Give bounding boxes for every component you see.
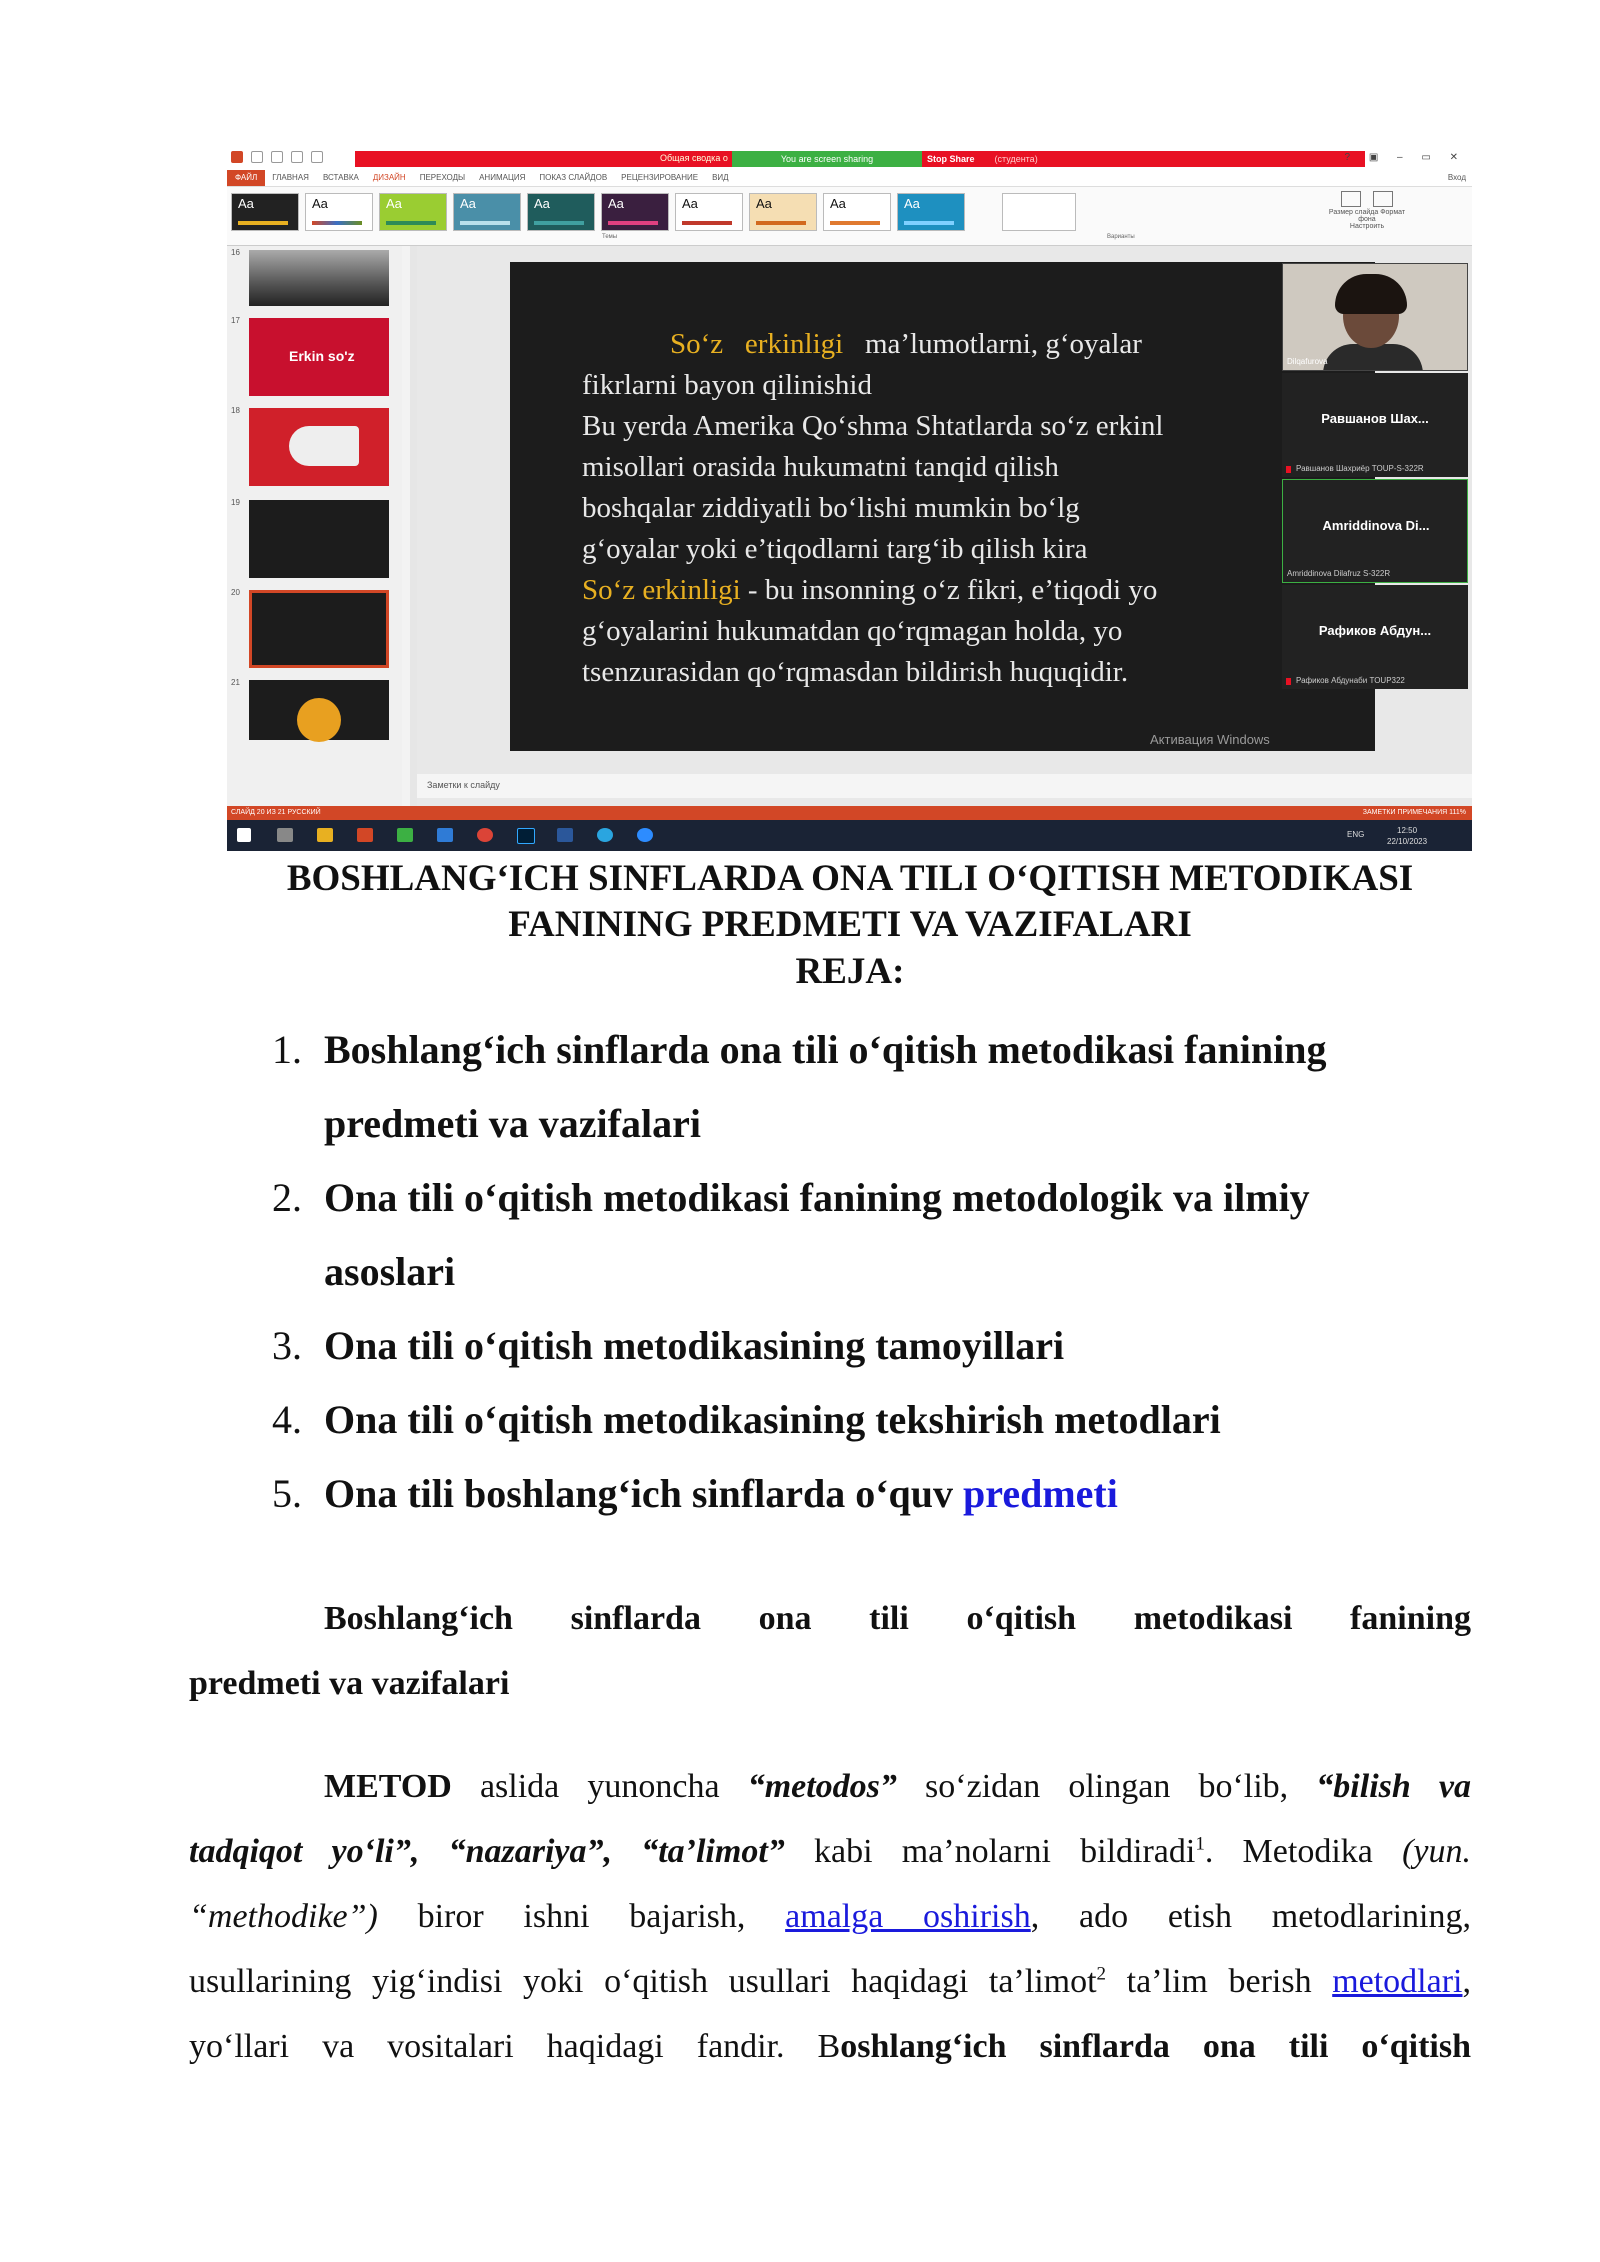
undo-icon[interactable]: [271, 151, 283, 163]
paragraph-text: so‘zidan olingan bo‘lib,: [896, 1768, 1317, 1805]
chrome-icon[interactable]: [477, 828, 493, 842]
footnote-ref[interactable]: 2: [1096, 1963, 1107, 1985]
slide-thumbnail-selected[interactable]: [249, 590, 389, 668]
paragraph-text: aslida yunoncha: [451, 1768, 748, 1805]
window-controls[interactable]: ? ▣ – ▭ ✕: [1344, 152, 1466, 163]
slide-line: tsenzurasidan qo‘rqmasdan bildirish huquqidir.: [582, 656, 1129, 688]
slide-line: boshqalar ziddiyatli bo‘lishi mumkin bo‘lg: [582, 492, 1080, 524]
file-explorer-icon[interactable]: [317, 828, 333, 842]
plan-number: 1.: [272, 1027, 302, 1072]
slide-thumbnails-pane: [227, 246, 402, 806]
participant-camera[interactable]: [1282, 263, 1468, 371]
participant-name: Рафиков Абдун...: [1318, 623, 1432, 638]
tab-transitions[interactable]: ПЕРЕХОДЫ: [419, 173, 466, 182]
slide-line: misollari orasida hukumatni tanqid qilish: [582, 451, 1059, 483]
language-indicator[interactable]: ENG: [1347, 830, 1365, 839]
windows-taskbar: [227, 820, 1472, 851]
variant-thumbnail[interactable]: [1002, 193, 1076, 231]
video-participants-panel: [1282, 263, 1472, 711]
theme-label: Aa: [312, 196, 328, 211]
slide-size-icon[interactable]: [1341, 191, 1361, 207]
theme-thumbnail[interactable]: [675, 193, 743, 231]
tab-home[interactable]: ГЛАВНАЯ: [272, 173, 309, 182]
tab-file[interactable]: ФАЙЛ: [227, 170, 265, 186]
theme-label: Aa: [608, 196, 624, 211]
theme-label: Aa: [904, 196, 920, 211]
plan-list: [272, 1013, 1472, 1531]
ribbon-group-variants: Варианты: [1107, 234, 1135, 240]
theme-thumbnail[interactable]: [601, 193, 669, 231]
term-metod: METOD: [324, 1768, 452, 1805]
theme-thumbnail[interactable]: [897, 193, 965, 231]
slide-thumbnail[interactable]: [249, 408, 389, 486]
plan-item: [272, 1161, 1472, 1309]
status-view-controls[interactable]: ЗАМЕТКИ ПРИМЕЧАНИЯ 111%: [1362, 809, 1466, 816]
sun-icon: [297, 698, 341, 742]
thumb-number: 21: [231, 678, 240, 687]
clock-time: 12:50: [1397, 826, 1418, 835]
participant-hair: [1335, 274, 1407, 314]
paragraph-text: ,: [1462, 1963, 1471, 2000]
thumb-number: 18: [231, 406, 240, 415]
footnote-ref[interactable]: 1: [1195, 1833, 1205, 1855]
term-metodos: “metodos”: [747, 1768, 897, 1805]
thumb-number: 20: [231, 588, 240, 597]
theme-label: Aa: [756, 196, 772, 211]
powerpoint-logo-icon: [231, 151, 243, 163]
window-titlebar: [227, 148, 1472, 170]
theme-thumbnail[interactable]: [453, 193, 521, 231]
participant-subtitle: Amriddinova Dilafruz S-322R: [1287, 569, 1391, 578]
status-slide-info: СЛАЙД 20 ИЗ 21 РУССКИЙ: [231, 809, 321, 816]
slide-thumbnail[interactable]: [249, 500, 389, 578]
slide-line: [670, 328, 1142, 361]
theme-thumbnail[interactable]: [823, 193, 891, 231]
plan-text: Ona tili boshlang‘ich sinflarda o‘quv: [324, 1471, 964, 1516]
participant-body: [1323, 344, 1423, 371]
link-amalga-oshirish[interactable]: amalga oshirish: [785, 1898, 1031, 1935]
stop-share-label: Stop Share: [927, 154, 975, 164]
participant-camera-name: Dilqafurova: [1287, 357, 1328, 366]
ribbon-group-customize: Настроить: [1349, 223, 1385, 230]
format-background-label[interactable]: Формат фона: [1358, 209, 1406, 223]
start-icon[interactable]: [237, 828, 251, 842]
muted-mic-icon: [1286, 466, 1291, 473]
ribbon-group-themes: Темы: [602, 234, 618, 240]
paragraph-text: usullarining yig‘indisi yoki o‘qitish usullari haqidagi ta’limot: [189, 1963, 1097, 2000]
plan-number: 4.: [272, 1397, 302, 1442]
theme-thumbnail[interactable]: [749, 193, 817, 231]
paragraph-text: yo‘llari va vositalari haqidagi fandir. B: [189, 2028, 841, 2065]
paragraph-line: [189, 1884, 1471, 1949]
paragraph-bold-text: oshlang‘ich sinflarda ona tili o‘qitish: [840, 2028, 1471, 2065]
word-icon[interactable]: [557, 828, 573, 842]
stop-share-suffix: (студента): [994, 154, 1038, 164]
slide-text: - bu insonning o‘z fikri, e’tiqodi yo: [740, 574, 1158, 606]
plan-number: 3.: [272, 1323, 302, 1368]
participant-tile[interactable]: [1282, 373, 1468, 477]
customize-tools: [1327, 191, 1407, 230]
paragraph-text: , ado etish metodlarining,: [1030, 1898, 1472, 1935]
theme-label: Aa: [386, 196, 402, 211]
slide-thumbnail[interactable]: [249, 680, 389, 740]
participant-subtitle: Равшанов Шахриёр TOUP-S-322R: [1296, 464, 1424, 473]
term-yun: (yun.: [1402, 1833, 1471, 1870]
theme-thumbnail[interactable]: [527, 193, 595, 231]
tab-slideshow[interactable]: ПОКАЗ СЛАЙДОВ: [539, 173, 608, 182]
tab-review[interactable]: РЕЦЕНЗИРОВАНИЕ: [621, 173, 699, 182]
paragraph-line: [324, 1754, 1471, 1819]
megaphone-icon: [289, 426, 359, 466]
paragraph-text: kabi ma’nolarni bildiradi: [784, 1833, 1196, 1870]
sharing-indicator: [732, 151, 922, 167]
plan-text: predmeti va vazifalari: [324, 1101, 701, 1146]
photoshop-icon[interactable]: [517, 828, 535, 844]
tab-insert[interactable]: ВСТАВКА: [322, 173, 359, 182]
powerpoint-statusbar: [227, 806, 1472, 820]
slide-line: Bu yerda Amerika Qo‘shma Shtatlarda so‘z erkinl: [582, 410, 1164, 442]
paragraph-line: [189, 1819, 1471, 1884]
theme-thumbnail[interactable]: [379, 193, 447, 231]
participant-name: Amriddinova Di...: [1322, 518, 1430, 533]
thumb-number: 17: [231, 316, 240, 325]
slide-size-label[interactable]: Размер слайда: [1328, 209, 1379, 216]
participant-tile[interactable]: [1282, 479, 1468, 583]
paragraph-line: [189, 1949, 1471, 2014]
thumb-number: 19: [231, 498, 240, 507]
plan-item: [272, 1383, 1472, 1457]
link-metodlari[interactable]: metodlari: [1332, 1963, 1463, 2000]
theme-label: Aa: [830, 196, 846, 211]
telegram-icon[interactable]: [597, 828, 613, 842]
thumb-number: 16: [231, 248, 240, 257]
slide-thumbnail[interactable]: [249, 250, 389, 306]
plan-item: [272, 1013, 1472, 1161]
document-title-line1: BOSHLANG‘ICH SINFLARDA ONA TILI O‘QITISH METODIKASI: [286, 858, 1414, 899]
theme-label: Aa: [238, 196, 254, 211]
notes-pane[interactable]: Заметки к слайду: [417, 774, 1472, 798]
paragraph-text: biror ishni bajarish,: [377, 1898, 786, 1935]
media-player-icon[interactable]: [397, 828, 413, 842]
format-background-icon[interactable]: [1373, 191, 1393, 207]
start-slideshow-icon[interactable]: [311, 151, 323, 163]
tab-animations[interactable]: АНИМАЦИЯ: [479, 173, 526, 182]
theme-label: Aa: [682, 196, 698, 211]
ribbon-tabs: [227, 170, 1472, 187]
paragraph-line: [189, 2014, 1471, 2079]
section-heading-line1: Boshlang‘ich sinflarda ona tili o‘qitish metodikasi fanining: [324, 1600, 1471, 1637]
redo-icon[interactable]: [291, 151, 303, 163]
sign-in-link[interactable]: Вход: [1447, 173, 1466, 182]
task-view-icon[interactable]: [277, 828, 293, 842]
participant-subtitle: Рафиков Абдунаби TOUP322: [1296, 676, 1405, 685]
activate-windows-watermark: Активация Windows: [1150, 732, 1270, 747]
slide-line: fikrlarni bayon qilinishid: [582, 369, 872, 401]
plan-accent-link[interactable]: predmeti: [963, 1471, 1118, 1516]
document-title-line2: FANINING PREDMETI VA VAZIFALARI: [508, 904, 1192, 945]
plan-number: 2.: [272, 1175, 302, 1220]
theme-label: Aa: [460, 196, 476, 211]
slide-highlight: So‘z: [670, 328, 724, 360]
plan-text: asoslari: [324, 1249, 456, 1294]
plan-text: Ona tili o‘qitish metodikasining tekshirish metodlari: [324, 1397, 1221, 1442]
term-methodike: “methodike”): [189, 1898, 378, 1935]
slide-text: ma’lumotlarni, g‘oyalar: [864, 328, 1142, 360]
powerpoint-taskbar-icon[interactable]: [357, 828, 373, 842]
plan-item: [272, 1309, 1472, 1383]
save-icon[interactable]: [251, 151, 263, 163]
slide-highlight: erkinligi: [744, 328, 844, 360]
participant-tile[interactable]: [1282, 585, 1468, 689]
plan-text: Boshlang‘ich sinflarda ona tili o‘qitish metodikasi fanining: [324, 1027, 1327, 1072]
paragraph-text: ta’lim berish: [1106, 1963, 1333, 2000]
quick-access-toolbar: [231, 151, 323, 163]
current-slide[interactable]: [510, 262, 1375, 751]
tab-view[interactable]: ВИД: [712, 173, 729, 182]
tab-design[interactable]: ДИЗАЙН: [372, 173, 406, 182]
slide-thumbnail[interactable]: [249, 318, 389, 396]
theme-label: Aa: [534, 196, 550, 211]
plan-heading: REJA:: [795, 951, 905, 992]
slide-line: [582, 574, 1157, 607]
stop-share-button[interactable]: [927, 151, 1038, 167]
plan-number: 5.: [272, 1471, 302, 1516]
ribbon-design: [227, 187, 1472, 246]
term-tadqiqot: tadqiqot yo‘li”, “nazariya”, “ta’limot”: [189, 1833, 785, 1870]
clock-date: 22/10/2023: [1387, 837, 1428, 846]
theme-thumbnail[interactable]: [305, 193, 373, 231]
paragraph-text: . Metodika: [1204, 1833, 1403, 1870]
section-heading-line2: predmeti va vazifalari: [189, 1665, 510, 1702]
taskbar-clock[interactable]: [1387, 825, 1427, 847]
slide-line: g‘oyalar yoki e’tiqodlarni targ‘ib qilish kira: [582, 533, 1088, 565]
slide-highlight: So‘z erkinligi: [582, 574, 741, 606]
edge-icon[interactable]: [437, 828, 453, 842]
zoom-icon[interactable]: [637, 828, 653, 842]
slide-line: g‘oyalarini hukumatdan qo‘rqmagan holda, yo: [582, 615, 1123, 647]
plan-text: Ona tili o‘qitish metodikasining tamoyillari: [324, 1323, 1065, 1368]
plan-item: [272, 1457, 1472, 1531]
term-bilish: “bilish va: [1316, 1768, 1471, 1805]
thumb-caption: Erkin so'z: [289, 348, 355, 364]
theme-thumbnail[interactable]: [231, 193, 299, 231]
share-banner-text: Общая сводка о: [660, 153, 728, 163]
participant-name: Равшанов Шах...: [1321, 411, 1429, 426]
muted-mic-icon: [1286, 678, 1291, 685]
embedded-screenshot: [227, 148, 1472, 851]
plan-text: Ona tili o‘qitish metodikasi fanining metodologik va ilmiy: [324, 1175, 1310, 1220]
sharing-text: You are screen sharing: [780, 154, 874, 164]
